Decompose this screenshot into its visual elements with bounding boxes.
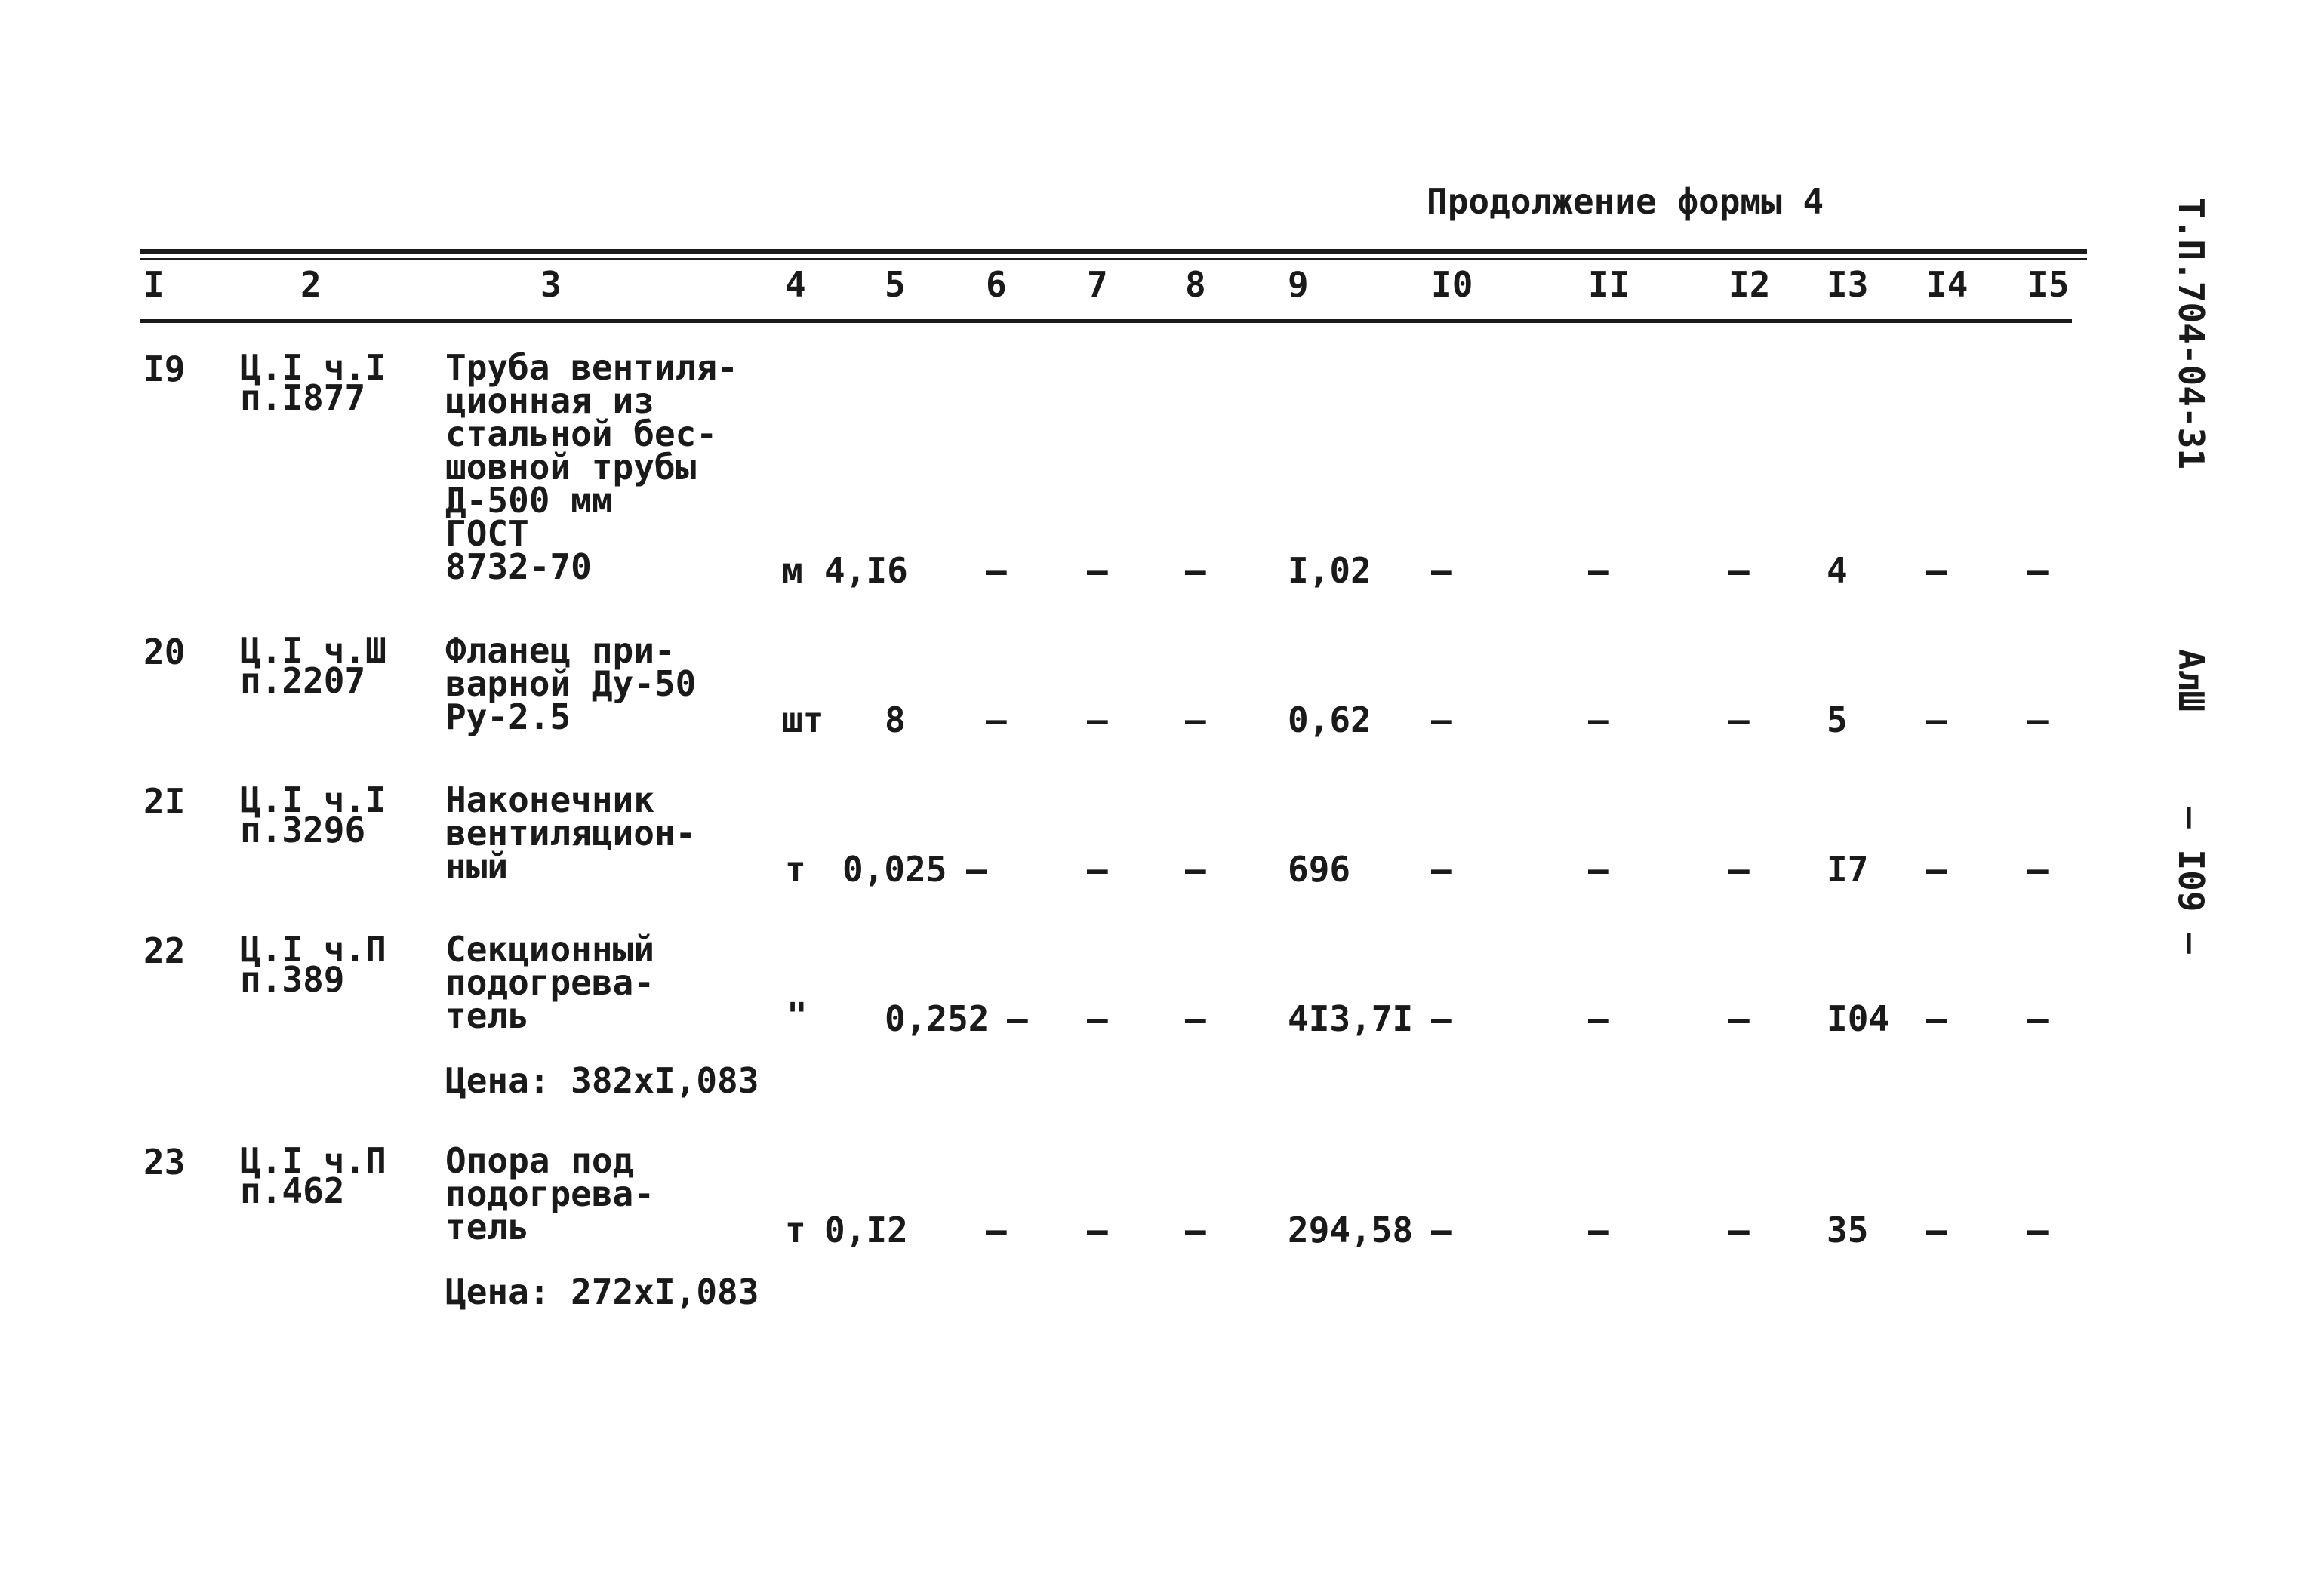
quantity: 4,I6	[824, 550, 908, 591]
cell-col14: –	[1926, 849, 1947, 890]
cell-col15: –	[2027, 700, 2049, 740]
cell-col14: –	[1926, 700, 1947, 740]
cell-col13: I7	[1827, 849, 1869, 890]
cell-col6: –	[986, 1210, 1007, 1250]
cell-col7: –	[1087, 1210, 1108, 1250]
quantity: 8	[885, 700, 906, 740]
cell-col15: –	[2027, 998, 2049, 1039]
description-line: стальной бес-	[445, 414, 718, 454]
description-line: Д-500 мм	[445, 480, 613, 521]
cell-col8: –	[1185, 1210, 1206, 1250]
cell-col6: –	[986, 550, 1007, 591]
unit: шт	[782, 700, 824, 740]
column-header-14: I4	[1926, 264, 1969, 305]
unit: "	[787, 995, 808, 1036]
unit-price: 0,62	[1288, 700, 1371, 740]
cell-col10: –	[1431, 849, 1452, 890]
cell-col10: –	[1431, 998, 1452, 1039]
cell-col11: –	[1588, 1210, 1609, 1250]
cell-col6: –	[966, 849, 987, 890]
top-rule-thick	[140, 249, 2087, 254]
description-line: подогрева-	[445, 962, 654, 1003]
unit: м	[782, 550, 803, 591]
column-header-1: I	[143, 264, 165, 305]
cell-col12: –	[1728, 849, 1750, 890]
form-heading: Продолжение формы 4	[1427, 181, 1824, 222]
cell-col11: –	[1588, 849, 1609, 890]
row-number: 22	[143, 930, 186, 971]
column-header-13: I3	[1827, 264, 1869, 305]
cell-col14: –	[1926, 550, 1947, 591]
cell-col12: –	[1728, 1210, 1750, 1250]
column-header-6: 6	[986, 264, 1007, 305]
description-line: Труба вентиля-	[445, 347, 738, 388]
cell-col10: –	[1431, 700, 1452, 740]
price-note: Цена: 382хI,083	[445, 1060, 759, 1101]
cell-col13: 5	[1827, 700, 1848, 740]
cell-col15: –	[2027, 1210, 2049, 1250]
top-rule-thin	[140, 258, 2087, 260]
reference-line: Ц.I ч.П	[240, 1140, 386, 1181]
cell-col8: –	[1185, 550, 1206, 591]
cell-col13: 4	[1827, 550, 1848, 591]
cell-col13: 35	[1827, 1210, 1869, 1250]
column-header-8: 8	[1185, 264, 1206, 305]
cell-col11: –	[1588, 550, 1609, 591]
description-line: 8732-70	[445, 546, 592, 587]
cell-col12: –	[1728, 700, 1750, 740]
cell-col10: –	[1431, 1210, 1452, 1250]
description-line: шовной трубы	[445, 447, 697, 487]
cell-col10: –	[1431, 550, 1452, 591]
description-line: ГОСТ	[445, 513, 529, 554]
column-header-9: 9	[1288, 264, 1309, 305]
cell-col12: –	[1728, 998, 1750, 1039]
cell-col14: –	[1926, 1210, 1947, 1250]
price-note: Цена: 272хI,083	[445, 1272, 759, 1312]
unit: т	[785, 849, 806, 890]
header-rule	[140, 319, 2072, 323]
description-line: Наконечник	[445, 780, 654, 820]
description-line: подогрева-	[445, 1173, 654, 1214]
description-line: ный	[445, 846, 509, 887]
reference-line: Ц.I ч.I	[240, 347, 386, 388]
cell-col7: –	[1087, 700, 1108, 740]
column-header-15: I5	[2027, 264, 2070, 305]
reference-line: Ц.I ч.П	[240, 929, 386, 970]
row-number: 20	[143, 632, 186, 672]
cell-col6: –	[986, 700, 1007, 740]
reference-line: Ц.I ч.I	[240, 780, 386, 820]
side-page-number: — I09 —	[2171, 807, 2212, 954]
cell-col7: –	[1087, 998, 1108, 1039]
cell-col12: –	[1728, 550, 1750, 591]
cell-col7: –	[1087, 550, 1108, 591]
description-line: тель	[445, 1207, 529, 1247]
cell-col15: –	[2027, 550, 2049, 591]
column-header-7: 7	[1087, 264, 1108, 305]
row-number: 23	[143, 1142, 186, 1182]
cell-col8: –	[1185, 700, 1206, 740]
column-header-5: 5	[885, 264, 906, 305]
description-line: вентиляцион-	[445, 813, 697, 853]
cell-col11: –	[1588, 998, 1609, 1039]
description-line: варной Ду-50	[445, 663, 697, 704]
column-header-4: 4	[785, 264, 806, 305]
quantity: 0,025	[842, 849, 947, 890]
description-line: Ру-2.5	[445, 697, 571, 737]
cell-col14: –	[1926, 998, 1947, 1039]
cell-col13: I04	[1827, 998, 1890, 1039]
row-number: 2I	[143, 781, 186, 822]
side-document-code: Т.П.704-04-31	[2171, 198, 2212, 470]
column-header-2: 2	[300, 264, 322, 305]
column-header-12: I2	[1728, 264, 1771, 305]
reference-line: Ц.I ч.Ш	[240, 630, 386, 671]
unit-price: I,02	[1288, 550, 1371, 591]
reference-line: п.3296	[240, 810, 366, 850]
description-line: Фланец при-	[445, 630, 676, 671]
row-number: I9	[143, 349, 186, 389]
unit-price: 696	[1288, 849, 1351, 890]
description-line: Секционный	[445, 929, 654, 970]
column-header-10: I0	[1431, 264, 1473, 305]
reference-line: п.2207	[240, 660, 366, 701]
unit: т	[785, 1210, 806, 1250]
column-header-11: II	[1588, 264, 1630, 305]
cell-col6: –	[1007, 998, 1028, 1039]
side-album: АлШ	[2171, 649, 2212, 712]
cell-col7: –	[1087, 849, 1108, 890]
quantity: 0,252	[885, 998, 990, 1039]
reference-line: п.389	[240, 959, 345, 1000]
quantity: 0,I2	[824, 1210, 908, 1250]
unit-price: 294,58	[1288, 1210, 1414, 1250]
cell-col15: –	[2027, 849, 2049, 890]
cell-col8: –	[1185, 998, 1206, 1039]
description-line: ционная из	[445, 380, 654, 421]
description-line: тель	[445, 995, 529, 1036]
reference-line: п.I877	[240, 377, 366, 418]
unit-price: 4I3,7I	[1288, 998, 1414, 1039]
description-line: Опора под	[445, 1140, 634, 1181]
cell-col11: –	[1588, 700, 1609, 740]
column-header-3: 3	[540, 264, 562, 305]
cell-col8: –	[1185, 849, 1206, 890]
reference-line: п.462	[240, 1170, 345, 1211]
